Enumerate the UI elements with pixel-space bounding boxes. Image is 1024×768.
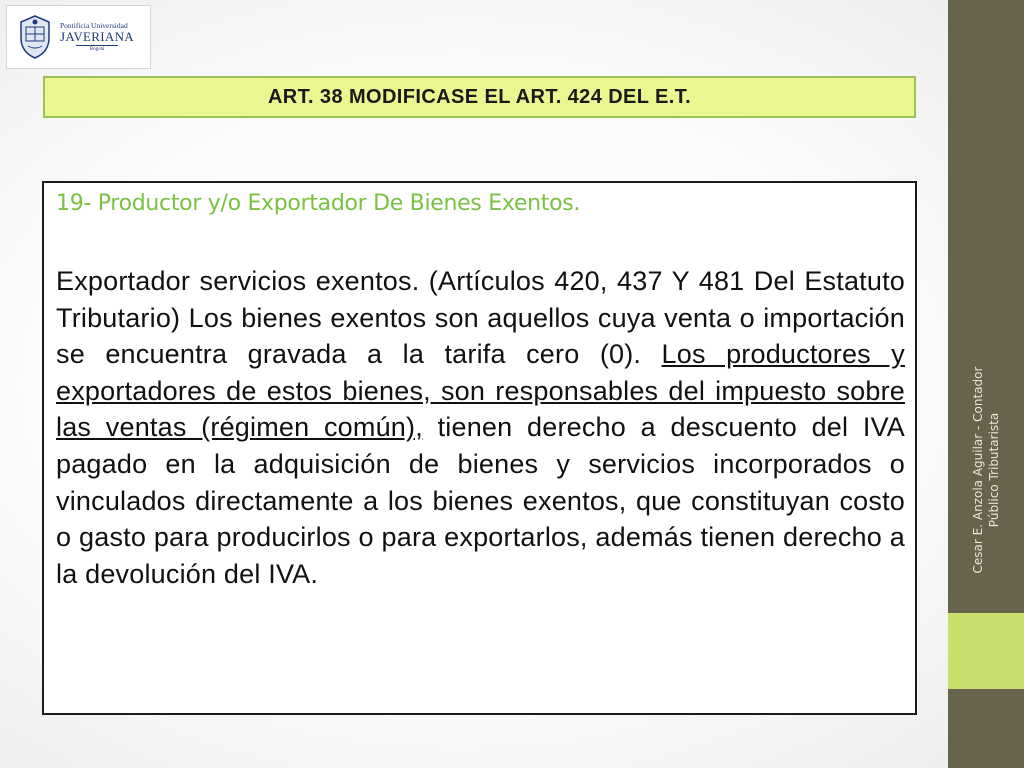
content-box <box>42 181 917 715</box>
university-seal-icon <box>15 14 55 60</box>
logo-line-1: Pontificia Universidad <box>60 21 128 30</box>
content-heading: 19- Productor y/o Exportador De Bienes Exentos. <box>56 191 581 216</box>
slide-title-bar <box>43 76 916 118</box>
paragraph-underlined: Los productores y exportadores de estos bienes, son responsables del impuesto sobre las ventas (régimen común), <box>56 339 905 443</box>
paragraph-part-1: Exportador servicios exentos. (Artículos 420, 437 Y 481 Del Estatuto Tributario) Los bienes exentos son aquellos cuya venta o importación se encuentra gravada a la tarifa cero (0). <box>56 266 905 370</box>
sidebar-author-credit <box>970 320 1002 620</box>
paragraph-part-2: tienen derecho a descuento del IVA pagado en la adquisición de bienes y servicios incorporados o vinculados directamente a los bienes exentos, que constituyan costo o gasto para producirlos o para exportarlos, además tienen derecho a la devolución del IVA. <box>56 412 905 589</box>
sidebar-accent-block <box>948 613 1024 689</box>
author-line-2: Público Tributarista <box>987 412 1001 528</box>
logo-line-3: Bogotá <box>76 45 118 53</box>
author-line-1: Cesar E. Anzola Aguilar - Contador <box>971 366 985 574</box>
content-paragraph <box>56 263 905 592</box>
university-logo <box>6 5 151 69</box>
logo-line-2: JAVERIANA <box>60 29 134 44</box>
slide-title: ART. 38 MODIFICASE EL ART. 424 DEL E.T. <box>267 85 692 108</box>
